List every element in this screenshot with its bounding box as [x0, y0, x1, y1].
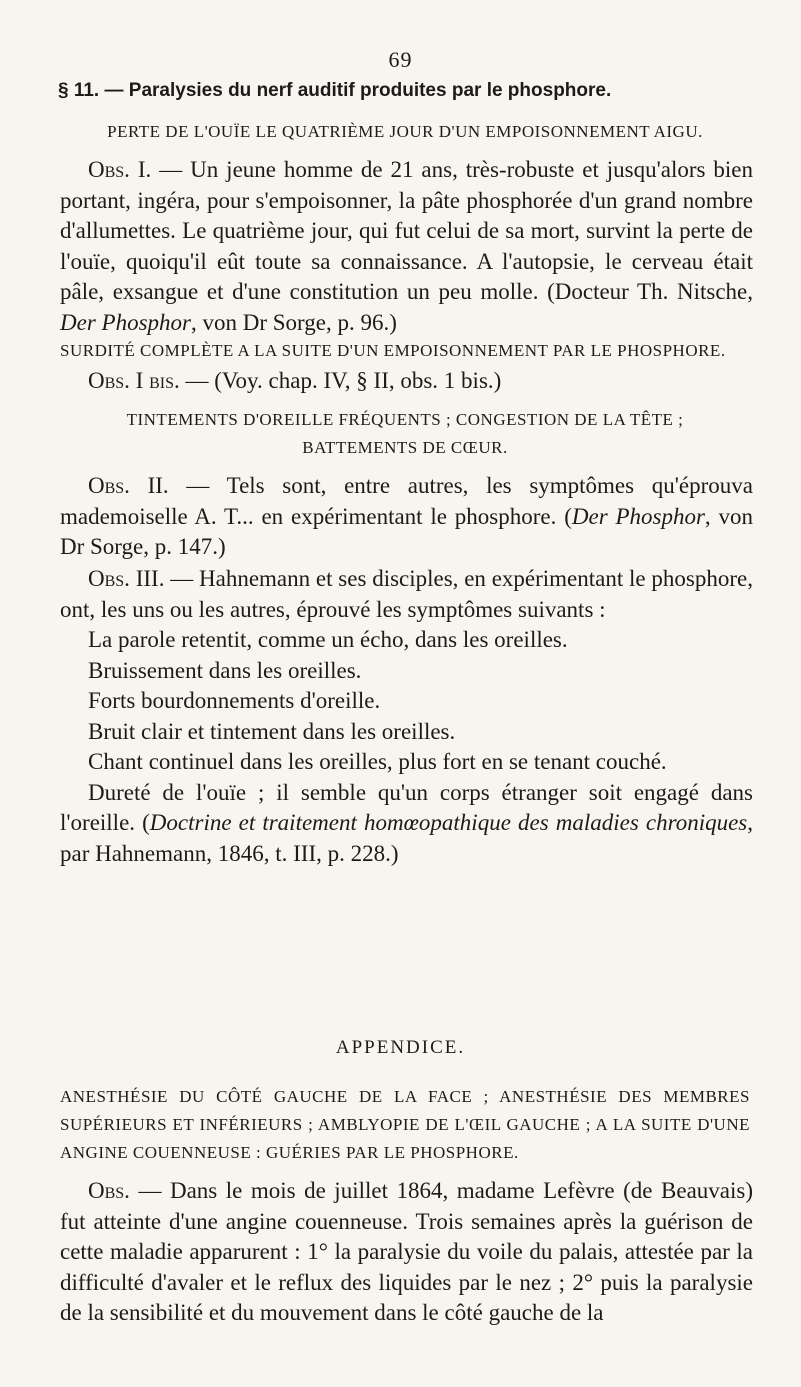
- page-number: 69: [388, 47, 413, 72]
- observation-1: [60, 155, 753, 338]
- obs-label: Obs. I bis.: [88, 368, 180, 393]
- obs-label: Obs. II.: [88, 473, 169, 498]
- symptom-item: Chant continuel dans les oreilles, plus fort en se tenant couché.: [88, 749, 667, 774]
- symptom-item: La parole retentit, comme un écho, dans les oreilles.: [88, 627, 568, 652]
- section-title: § 11. — Paralysies du nerf auditif produites par le phosphore.: [58, 80, 612, 101]
- obs-label: Obs. III.: [88, 566, 165, 591]
- obs-label: Obs.: [88, 1178, 130, 1203]
- observation-2: [60, 471, 753, 563]
- observation-appendix: [60, 1176, 753, 1329]
- source-title: Doctrine et traitement homœopathique des maladies chroniques: [149, 810, 748, 835]
- obs-tail: , von Dr Sorge, p. 96.): [190, 309, 397, 335]
- symptom-item: Forts bourdonnements d'oreille.: [88, 688, 381, 713]
- obs-text: — Tels sont, entre autres, les symptômes qu'éprouva mademoiselle A. T... en expérimentant le phosphore. (: [60, 473, 753, 529]
- heading-anesthesie: ANESTHÉSIE DU CÔTÉ GAUCHE DE LA FACE ; ANESTHÉSIE DES MEMBRES SUPÉRIEURS ET INFÉRIEURS ; AMBLYOPIE DE L'ŒIL GAUCHE ; A LA SUITE D'UNE ANGINE COUENNEUSE : GUÉRIES PAR LE PHOSPHORE.: [60, 1087, 750, 1162]
- obs-text: — Hahnemann et ses disciples, en expérimentant le phosphore, ont, les uns ou les autres, éprouvé les symptômes suivants :: [60, 566, 753, 622]
- symptom-item: Bruit clair et tintement dans les oreilles.: [88, 718, 456, 744]
- obs-text: — (Voy. chap. IV, § II, obs. 1 bis.): [179, 368, 502, 393]
- source-title: Der Phosphor: [60, 309, 191, 335]
- obs-last-text: Dureté de l'ouïe ; il semble qu'un corps étranger soit engagé dans l'oreille. (: [60, 779, 753, 835]
- symptom-item: Bruissement dans les oreilles.: [88, 657, 362, 683]
- observation-1-bis: [60, 366, 753, 397]
- obs-tail: , von Dr Sorge, p. 147.): [60, 503, 753, 559]
- obs-tail: , par Hahnemann, 1846, t. III, p. 228.): [60, 810, 753, 866]
- obs-text: — Un jeune homme de 21 ans, très-robuste et jusqu'alors bien portant, ingéra, pour s'empoisonner, la pâte phosphorée d'un grand nombre d'allumettes. Le quatrième jour, qui fut celui de sa mort, survint la perte de l'ouïe, quoiqu'il eût toute sa connaissance. A l'autopsie, le cerveau était pâle, exsangue et d'une constitution un peu molle. (Docteur Th. Nitsche,: [60, 157, 753, 304]
- obs-text: — Dans le mois de juillet 1864, madame Lefèvre (de Beauvais) fut atteinte d'une angine couenneuse. Trois semaines après la guérison de cette maladie apparurent : 1° la paralysie du voile du palais, attestée par la difficulté d'avaler et le reflux des liquides par le nez ; 2° puis la paralysie de la sensibilité et du mouvement dans le côté gauche de la: [60, 1178, 753, 1325]
- source-title: Der Phosphor: [571, 503, 705, 529]
- heading-perte-ouie: PERTE DE L'OUÏE LE QUATRIÈME JOUR D'UN EMPOISONNEMENT AIGU.: [107, 122, 703, 141]
- heading-tintements: TINTEMENTS D'OREILLE FRÉQUENTS ; CONGESTION DE LA TÊTE ; BATTEMENTS DE CŒUR.: [126, 410, 684, 457]
- observation-3: [60, 564, 753, 869]
- obs-label: Obs. I.: [88, 157, 152, 182]
- heading-surdite: SURDITÉ COMPLÈTE A LA SUITE D'UN EMPOISONNEMENT PAR LE PHOSPHORE.: [60, 341, 726, 360]
- appendix-title: APPENDICE.: [335, 1037, 466, 1058]
